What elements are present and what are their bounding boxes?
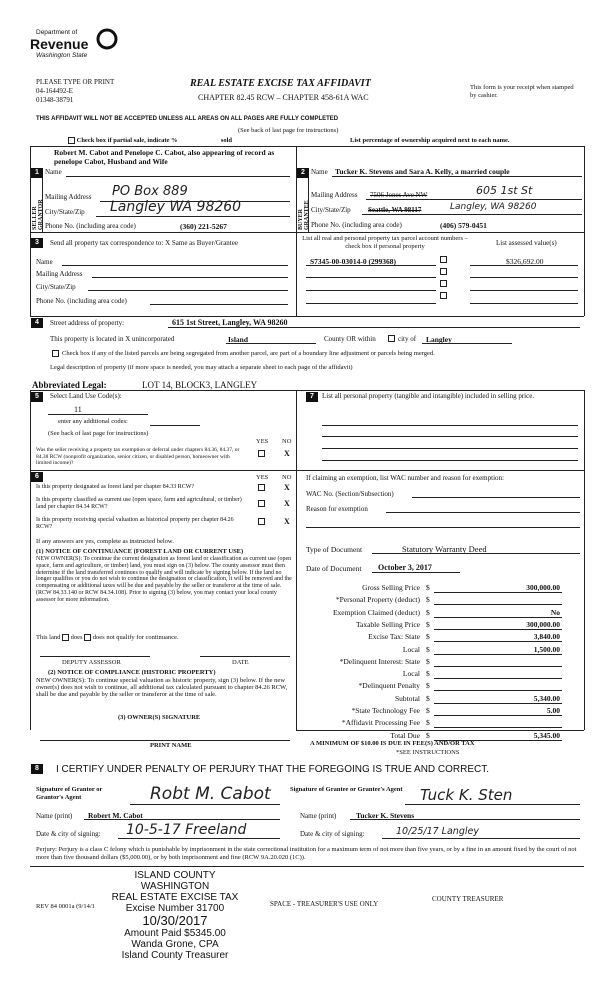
amount-value[interactable]: 3,840.00 [533, 632, 560, 642]
parcel-checkbox-3[interactable] [440, 280, 447, 287]
section5-number: 5 [31, 392, 43, 402]
county-or: County OR within [324, 335, 376, 343]
this-land-label: This land [36, 634, 61, 641]
section5-see-back: (See back of last page for instructions) [48, 430, 149, 437]
deputy-assessor: DEPUTY ASSESSOR [62, 659, 121, 666]
sold-label: sold [220, 137, 233, 144]
if-yes-note: If any answers are yes, complete as instructed below. [36, 538, 174, 545]
buyer-phone-value[interactable]: (406) 579-0451 [440, 221, 487, 230]
receipt-note: This form is your receipt when stamped by cashier. [470, 84, 574, 99]
rev-number: REV 84 0001a (9/14/1 [36, 903, 95, 910]
section7-number: 7 [306, 392, 318, 402]
reason-label: Reason for exemption [306, 505, 368, 513]
stamp-line: Wanda Grone, CPA [131, 939, 219, 950]
dollar-sign: $ [426, 619, 430, 629]
parcel-value[interactable]: S7345-00-03014-0 (299368) [310, 257, 397, 266]
section3-phone: Phone No. (including area code) [36, 297, 127, 305]
abbrev-legal-label: Abbreviated Legal: [32, 380, 107, 390]
city-value[interactable]: Langley [426, 335, 452, 344]
buyer-name-value[interactable]: Tucker K. Stevens and Sara A. Kelly, a married couple [335, 167, 510, 176]
grantee-name-value[interactable]: Tucker K. Stevens [356, 811, 415, 820]
street-value[interactable]: 615 1st Street, Langley, WA 98260 [172, 318, 288, 327]
city-of-label: city of [398, 335, 417, 343]
grantor-date-label: Date & city of signing: [36, 830, 101, 838]
dollar-sign: $ [426, 644, 430, 654]
dollar-sign: $ [426, 583, 430, 592]
certify-statement: I CERTIFY UNDER PENALTY OF PERJURY THAT THE FOREGOING IS TRUE AND CORRECT. [56, 764, 490, 775]
section5-no: NO [282, 438, 292, 445]
form-code-2: 01348-38791 [36, 96, 74, 104]
additional-codes: enter any additional codes: [58, 418, 128, 425]
amount-label: *Delinquent Penalty [358, 681, 420, 691]
county-treasurer: COUNTY TREASURER [432, 895, 504, 903]
q2-answer: X [284, 499, 290, 508]
buyer-mailing-struck: 7506 Jones Ave NW [370, 191, 428, 199]
logo-line2: Revenue [30, 36, 89, 52]
q1-yes-checkbox[interactable] [258, 484, 265, 491]
amount-value[interactable]: 1,500.00 [533, 644, 560, 654]
grantee-date-value[interactable]: 10/25/17 Langley [396, 826, 479, 837]
amount-label: Taxable Selling Price [355, 619, 420, 629]
buyer-city-struck: Seattle, WA 98117 [368, 206, 422, 214]
partial-sale-checkbox[interactable] [68, 137, 75, 144]
doc-type-label: Type of Document [306, 545, 363, 554]
stamp-line: REAL ESTATE EXCISE TAX [111, 892, 239, 903]
grantor-sig-text: Signature of Grantor or Grantor's Agent [36, 786, 103, 801]
seller-mailing-value[interactable]: PO Box 889 [112, 184, 188, 199]
seller-phone-label: Phone No. (including area code) [45, 222, 136, 230]
dollar-sign: $ [426, 693, 430, 703]
grantee-sig-label [290, 786, 410, 794]
county-value[interactable]: Island [228, 335, 249, 344]
street-label: Street address of property: [50, 319, 125, 327]
grantor-name-value[interactable]: Robert M. Cabot [88, 811, 143, 820]
seller-phone-value[interactable]: (360) 221-5267 [180, 222, 227, 231]
partial-sale-label: Check box if partial sale, indicate % [76, 137, 178, 144]
does-not-checkbox[interactable] [84, 634, 91, 641]
section7-label: List all personal property (tangible and intangible) included in selling price. [322, 392, 535, 400]
dollar-sign: $ [426, 730, 430, 740]
minimum-note: A MINIMUM OF $10.00 IS DUE IN FEE(S) AND/OR TAX [310, 740, 475, 747]
q3-yes-checkbox[interactable] [258, 518, 265, 525]
seller-name-label: Name [45, 168, 62, 176]
section3-name: Name [36, 258, 53, 266]
section6-no: NO [282, 474, 292, 481]
doc-type-value[interactable]: Statutory Warranty Deed [402, 544, 487, 554]
buyer-mailing-value[interactable]: 605 1st St [476, 184, 533, 197]
dollar-sign: $ [426, 632, 430, 642]
q1-answer: X [284, 483, 290, 492]
notice2-title: (2) NOTICE OF COMPLIANCE (HISTORIC PROPERTY) [48, 669, 216, 676]
amount-value[interactable]: 5.00 [546, 706, 560, 715]
amount-label: Excise Tax: State [368, 632, 420, 642]
exemption-label: If claiming an exemption, list WAC number and reason for exemption: [306, 474, 504, 482]
form-code-1: 04-164492-E [36, 87, 73, 95]
city-of-checkbox[interactable] [388, 335, 395, 342]
seller-city-label: City/State/Zip [45, 208, 85, 216]
buyer-city-label: City/State/Zip [311, 206, 351, 214]
section6-q2: Is this property classified as current use (open space, farm and agricultural, or timber) land per chapter 84.34 RCW? [36, 497, 242, 510]
assessed-header: List assessed value(s) [496, 239, 557, 247]
parcel-checkbox-1[interactable] [440, 256, 447, 263]
grantor-sig-label [36, 786, 126, 802]
see-back-top: (See back of last page for instructions) [238, 127, 339, 134]
logo-line1: Department of [36, 29, 78, 36]
segregated-checkbox[interactable] [52, 350, 59, 357]
logo-swirl-icon [96, 28, 118, 50]
amount-value[interactable]: 300,000.00 [526, 619, 560, 629]
owners-signature: (3) OWNER(S) SIGNATURE [118, 714, 201, 721]
notice1-title: (1) NOTICE OF CONTINUANCE (FOREST LAND OR CURRENT USE) [36, 548, 244, 555]
section3-number: 3 [31, 238, 43, 248]
dollar-sign: $ [426, 595, 430, 605]
section2-number: 2 [297, 168, 309, 178]
buyer-city-value[interactable]: Langley, WA 98260 [450, 202, 537, 212]
section6-yes: YES [256, 474, 269, 481]
form-chapter: CHAPTER 82.45 RCW – CHAPTER 458-61A WAC [198, 93, 369, 102]
dollar-sign: $ [426, 669, 430, 679]
percentage-note: List percentage of ownership acquired next to each name. [350, 137, 510, 144]
form-title: REAL ESTATE EXCISE TAX AFFIDAVIT [190, 78, 371, 89]
grantor-name-label: Name (print) [36, 812, 73, 820]
amount-label: Gross Selling Price [362, 583, 420, 592]
section6-q1: Is this property designated as forest land per chapter 84.33 RCW? [36, 484, 195, 490]
section3-city: City/State/Zip [36, 283, 76, 291]
treasurer-space: SPACE - TREASURER'S USE ONLY [270, 900, 379, 908]
segregated-label: Check box if any of the listed parcels are being segregated from another parcel, are part of a boundary line adjustment or parcels being merged. [62, 350, 435, 357]
section4-number: 4 [31, 318, 43, 328]
amount-label: Exemption Claimed (deduct) [332, 607, 420, 617]
seller-name-value: Robert M. Cabot and Penelope C. Cabot, also appearing of record as penelope Cabot, Husband and Wife [54, 148, 275, 166]
revenue-logo [30, 26, 125, 66]
amount-label: Total Due [390, 730, 420, 740]
amount-value[interactable]: 300,000.00 [526, 583, 560, 592]
section1-number: 1 [31, 168, 43, 178]
amount-label: *Personal Property (deduct) [335, 595, 420, 605]
seller-mailing-label: Mailing Address [45, 193, 92, 201]
q3-answer: X [284, 517, 290, 526]
warning-text: THIS AFFIDAVIT WILL NOT BE ACCEPTED UNLESS ALL AREAS ON ALL PAGES ARE FULLY COMPLETED [36, 116, 339, 122]
wac-label: WAC No. (Section/Subsection) [306, 490, 394, 498]
logo-line3: Washington State [36, 52, 88, 59]
located-label: This property is located in X unincorporated [50, 335, 175, 343]
grantee-date-label: Date & city of signing: [300, 830, 365, 838]
dollar-sign: $ [426, 607, 430, 617]
amount-label: *State Technology Fee [351, 706, 420, 715]
stamp-line: ISLAND COUNTY WASHINGTON [134, 870, 216, 892]
section8-number: 8 [31, 764, 43, 774]
grantee-name-label: Name (print) [300, 812, 337, 820]
amount-label: Local [402, 644, 420, 654]
notice2-text: NEW OWNER(S): To continue special valuation as historic property, sign (3) below. If the new owner(s) does not wish to continue, all additional tax calculated pursuant to chapter 84.26 RCW, shall be due and payable by the seller or transferor at the time of sale. [36, 677, 288, 698]
q2-yes-checkbox[interactable] [258, 500, 265, 507]
does-label: does [70, 634, 83, 641]
notice1-text: NEW OWNER(S): To continue the current designation as forest land or classification as current use (open space, farm and agriculture, or timber) land, you must sign on (3) below. The county assessor must then determine if the land transferred continues to qualify and will indicate by signing below. If the land no longer qualifies or you do not wish to continue the designation or classification, it will be removed and the compensating or additional taxes will be due and payable by the seller or transferor at the time of sale. (RCW 84.33.140 or RCW 84.34.108). Prior to signing (3) below, you may contact your local county assessor for more information. [36, 556, 292, 603]
parcel-checkboxes [440, 256, 447, 299]
section6-number: 6 [31, 472, 43, 482]
doc-date-value[interactable]: October 3, 2017 [378, 563, 432, 572]
land-use-code[interactable]: 11 [74, 405, 82, 414]
amount-label: *Delinquent Interest: State [339, 656, 420, 666]
buyer-name-label: Name [311, 168, 328, 176]
parcel-checkbox-4[interactable] [440, 292, 447, 299]
treasurer-stamp [100, 870, 250, 961]
stamp-line: Amount Paid $5345.00 [124, 928, 226, 939]
stamp-line: Excise Number 31700 [125, 903, 225, 914]
dollar-sign: $ [426, 718, 430, 728]
amount-label: Local [402, 669, 420, 679]
amount-label: *Affidavit Processing Fee [341, 718, 420, 728]
stamp-line: Island County Treasurer [121, 950, 229, 961]
print-name: PRINT NAME [150, 742, 192, 749]
grantor-signature[interactable]: Robt M. Cabot [150, 784, 271, 804]
buyer-mailing-label: Mailing Address [311, 191, 358, 199]
please-type: PLEASE TYPE OR PRINT [36, 78, 115, 86]
does-not-label: does not qualify for continuance. [92, 634, 179, 641]
dollar-sign: $ [426, 656, 430, 666]
section5-yes-checkbox[interactable] [258, 450, 265, 457]
does-checkbox[interactable] [62, 634, 69, 641]
grantee-sig-text: Signature of Grantee or Grantee's Agent [290, 786, 403, 793]
buyer-grantee-label: BUYER GRANTEE [298, 200, 310, 230]
seller-grantor-label: SELLER GRANTOR [32, 199, 44, 230]
seller-city-value[interactable]: Langley WA 98260 [110, 199, 242, 215]
section5-yes: YES [256, 438, 269, 445]
dollar-sign: $ [426, 681, 430, 691]
perjury-note: Perjury: Perjury is a class C felony which is punishable by imprisonment in the state correctional institution for a maximum term of not more than five years, or by a fine in an amount fixed by the court of not more than five thousand dollars ($5,000.00), or by both imprisonment and fine (RCW 9A.20.020 (1C)). [36, 846, 577, 861]
assessed-value[interactable]: $326,692.00 [506, 257, 544, 266]
parcel-checkbox-2[interactable] [440, 268, 447, 275]
deputy-date: DATE [232, 659, 249, 666]
section6-q3: Is this property receiving special valuation as historical property per chapter 84.26 RCW? [36, 517, 234, 530]
amount-value[interactable]: 5,340.00 [533, 693, 560, 703]
section5-question: Was the seller receiving a property tax exemption or deferral under chapters 84.36, 84.37, or 84.38 RCW (nonprofit organization, senior citizen, or disabled person, homeowner with limited income)? [36, 447, 240, 466]
amount-value[interactable]: No [550, 607, 560, 617]
abbrev-legal-value[interactable]: LOT 14, BLOCK3, LANGLEY [142, 380, 258, 390]
parcel-header: List all real and personal property tax parcel account numbers – check box if personal property [302, 235, 468, 250]
grantee-signature[interactable]: Tuck K. Sten [420, 786, 513, 804]
section5-answer: X [284, 449, 290, 458]
dollar-sign: $ [426, 706, 430, 715]
grantor-date-value[interactable]: 10-5-17 Freeland [126, 822, 247, 838]
section3-mailing: Mailing Address [36, 270, 83, 278]
amount-value[interactable]: 5,345.00 [533, 730, 560, 740]
section3-label: Send all property tax correspondence to: X Same as Buyer/Grantee [50, 239, 238, 247]
stamp-line: 10/30/2017 [142, 913, 208, 928]
see-instructions: *SEE INSTRUCTIONS [396, 749, 460, 756]
legal-desc-label: Legal description of property (if more space is needed, you may attach a separate sheet to each page of the affidavit) [50, 364, 353, 371]
buyer-phone-label: Phone No. (including area code) [311, 221, 402, 229]
amount-label: Subtotal [394, 693, 420, 703]
this-land-row [36, 634, 179, 641]
partial-sale-row [68, 137, 232, 144]
land-use-label: Select Land Use Code(s): [50, 392, 122, 400]
doc-date-label: Date of Document [306, 564, 362, 573]
